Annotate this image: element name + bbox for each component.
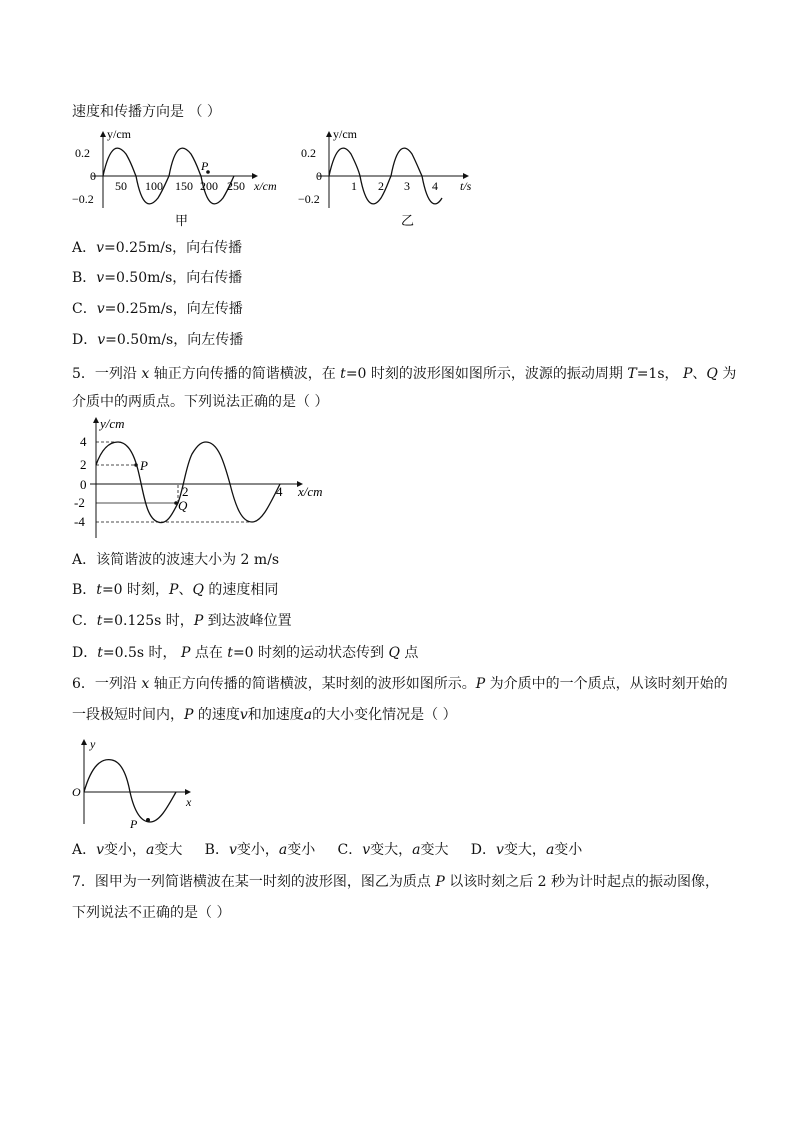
- point-q-label: Q: [178, 498, 188, 513]
- q6-option-c[interactable]: C．v变大，a变大: [337, 842, 449, 858]
- y-tick: -4: [74, 514, 85, 529]
- q4-option-a[interactable]: A．v=0.25m/s，向右传播: [72, 240, 243, 256]
- x-tick: 1: [351, 179, 357, 193]
- q6-stem-line2: 一段极短时间内，P 的速度v和加速度a的大小变化情况是（ ）: [72, 707, 457, 723]
- origin-label: O: [72, 785, 81, 799]
- x-tick: 2: [182, 484, 189, 499]
- q6-figure: [72, 734, 212, 830]
- point-p-label: P: [140, 458, 148, 473]
- y-axis-label: y/cm: [100, 416, 125, 431]
- x-tick: 4: [276, 484, 283, 499]
- x-tick: 4: [432, 179, 438, 193]
- x-tick: 50: [115, 179, 127, 193]
- q4-option-b[interactable]: B．v=0.50m/s，向右传播: [72, 270, 243, 286]
- q6-options-row: [72, 840, 582, 860]
- q4-stem-tail: 速度和传播方向是 （ ）: [72, 104, 221, 120]
- q5-stem-line2: 介质中的两质点。下列说法正确的是（ ）: [72, 394, 329, 410]
- figure-caption: 甲: [175, 213, 189, 228]
- y-tick: 2: [80, 457, 87, 472]
- q4-option-d[interactable]: D．v=0.50m/s，向左传播: [72, 332, 244, 348]
- y-tick: −0.2: [72, 192, 94, 206]
- x-axis-label: x/cm: [298, 484, 323, 499]
- y-tick: 0.2: [75, 146, 90, 160]
- point-p-label: P: [130, 817, 138, 830]
- q4-figure-yi: [298, 128, 478, 233]
- q7-stem-line2: 下列说法不正确的是（ ）: [72, 905, 231, 921]
- point-p: [134, 463, 138, 467]
- q5-option-c[interactable]: C．t=0.125s 时，P 到达波峰位置: [72, 613, 292, 629]
- y-tick: 0.2: [301, 146, 316, 160]
- figure-caption: 乙: [401, 213, 415, 228]
- y-axis-label: y: [90, 737, 96, 751]
- y-axis-label: y/cm: [333, 128, 357, 141]
- q6-stem-line1: 6．一列沿 x 轴正方向传播的简谐横波，某时刻的波形如图所示。P 为介质中的一个质点，从该时刻开始的: [72, 676, 728, 692]
- y-axis-label: y/cm: [107, 128, 131, 141]
- q6-option-b[interactable]: B．v变小，a变小: [204, 842, 316, 858]
- wave-curve: [84, 760, 176, 822]
- y-tick: 0: [90, 169, 96, 183]
- x-axis-label: t/s: [460, 179, 472, 193]
- x-tick: 2: [378, 179, 384, 193]
- x-axis-label: x: [186, 795, 192, 809]
- x-tick: 150: [175, 179, 193, 193]
- y-tick: −0.2: [298, 192, 320, 206]
- x-tick: 250: [227, 179, 245, 193]
- y-tick: -2: [74, 495, 85, 510]
- point-p-label: P: [201, 159, 209, 173]
- wave-curve: [96, 442, 280, 523]
- point-p: [146, 818, 150, 822]
- q7-stem-line1: 7．图甲为一列简谐横波在某一时刻的波形图，图乙为质点 P 以该时刻之后 2 秒为计时起点的振动图像，: [72, 874, 720, 890]
- x-tick: 200: [200, 179, 218, 193]
- q4-option-c[interactable]: C．v=0.25m/s，向左传播: [72, 301, 243, 317]
- x-tick: 3: [404, 179, 410, 193]
- q5-option-d[interactable]: D．t=0.5s 时， P 点在 t=0 时刻的运动状态传到 Q 点: [72, 645, 419, 661]
- x-tick: 100: [145, 179, 163, 193]
- q6-option-d[interactable]: D．v变大，a变小: [470, 842, 583, 858]
- q5-option-a[interactable]: A．该简谐波的波速大小为 2 m/s: [72, 552, 280, 568]
- x-axis-label: x/cm: [254, 179, 277, 193]
- y-tick: 4: [80, 434, 87, 449]
- q5-option-b[interactable]: B．t=0 时刻，P、Q 的速度相同: [72, 582, 279, 598]
- y-tick: 0: [316, 169, 322, 183]
- q5-figure: [72, 414, 342, 544]
- y-tick: 0: [80, 477, 87, 492]
- q4-figure-jia: [72, 128, 287, 233]
- q5-stem-line1: 5．一列沿 x 轴正方向传播的简谐横波，在 t=0 时刻的波形图如图所示，波源的振动周期 T=1s， P、Q 为: [72, 366, 737, 382]
- q6-option-a[interactable]: A．v变小，a变大: [72, 842, 183, 858]
